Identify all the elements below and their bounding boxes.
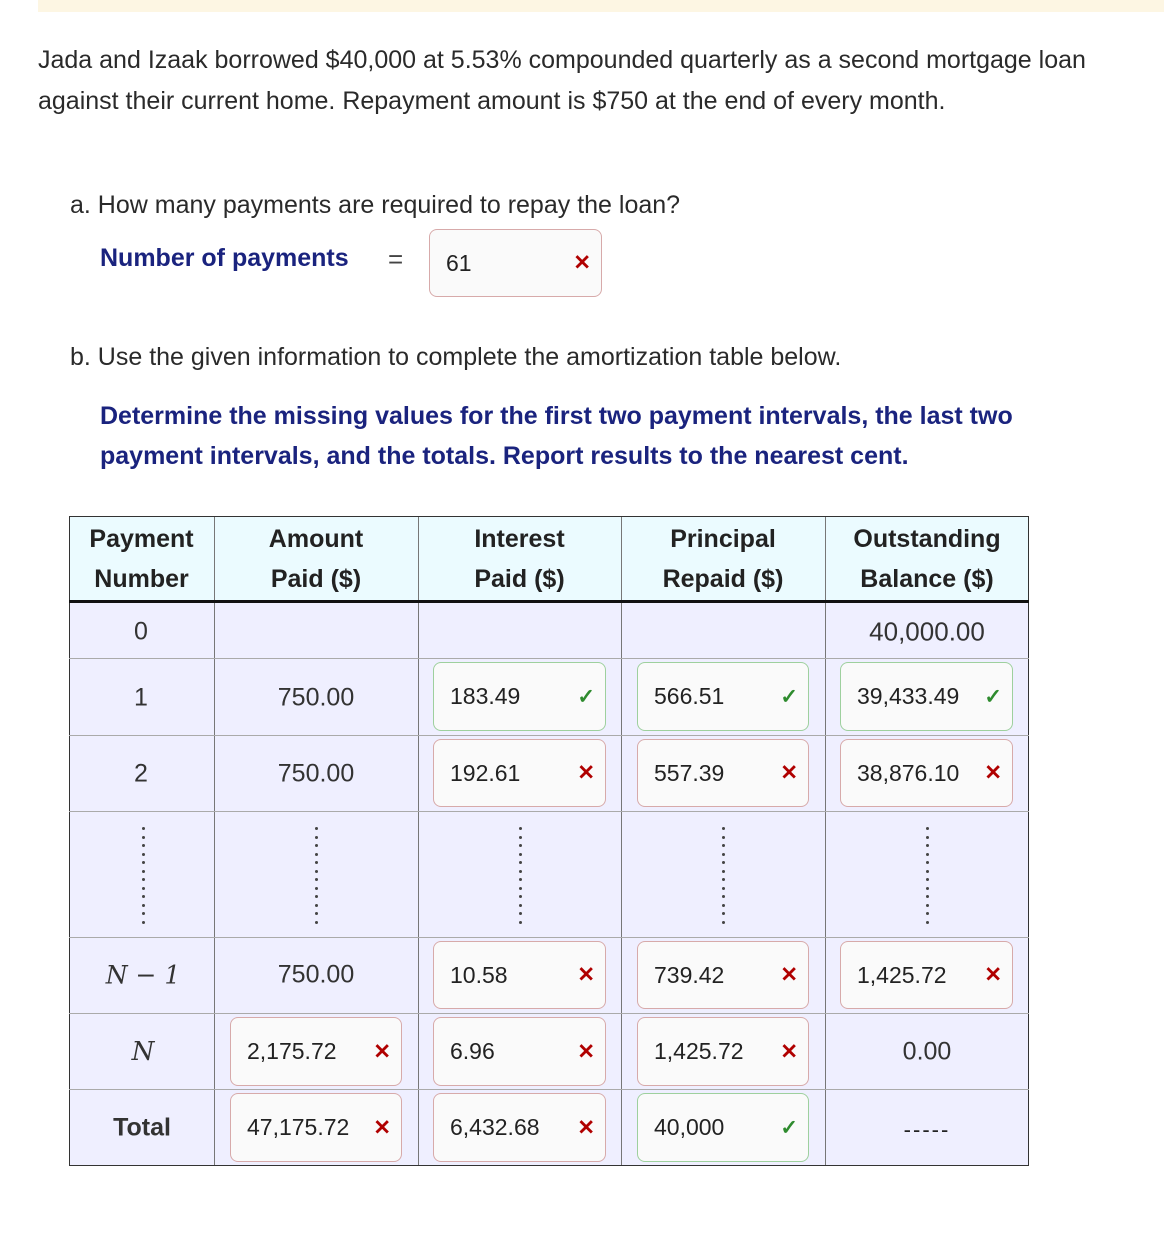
rowN-principal-input[interactable] (637, 1017, 809, 1086)
rowN1-interest-input[interactable] (433, 941, 606, 1009)
row1-number: 1 (134, 683, 148, 712)
rowN-balance: 0.00 (902, 1037, 952, 1066)
total-principal-input[interactable] (637, 1093, 809, 1162)
header-amount-paid (214, 516, 418, 602)
rowN1-balance-input[interactable] (840, 941, 1013, 1009)
x-icon: ✕ (577, 1116, 595, 1139)
check-icon: ✓ (984, 685, 1002, 708)
grid-line (69, 516, 1029, 517)
row2-number: 2 (134, 759, 148, 788)
row1-principal-input[interactable] (637, 662, 809, 731)
x-icon: ✕ (780, 761, 798, 785)
grid-line (621, 516, 622, 1166)
header-outstanding-balance (825, 516, 1029, 602)
vertical-ellipsis-icon (721, 827, 725, 929)
header-text: Payment (89, 525, 194, 553)
row2-principal-value: 557.39 (654, 759, 725, 786)
row1-interest-input[interactable] (433, 662, 606, 731)
number-of-payments-value: 61 (446, 249, 472, 276)
row1-balance-value: 39,433.49 (857, 683, 960, 709)
row1-amount: 750.00 (277, 683, 355, 712)
x-icon: ✕ (373, 1116, 391, 1139)
grid-line (214, 516, 215, 1166)
row2-balance-value: 38,876.10 (857, 759, 960, 786)
grid-line (69, 1013, 1029, 1014)
grid-line (69, 937, 1029, 938)
row2-principal-input[interactable] (637, 739, 809, 807)
header-text: Interest (474, 525, 565, 553)
row1-principal-value: 566.51 (654, 683, 725, 709)
header-text: Number (94, 565, 189, 593)
row0-number: 0 (134, 617, 148, 646)
grid-line (69, 1089, 1029, 1090)
total-balance-dashes: ----- (903, 1117, 951, 1142)
total-amount-value: 47,175.72 (247, 1114, 350, 1140)
total-amount-input[interactable] (230, 1093, 402, 1162)
grid-line (1028, 516, 1029, 1166)
header-interest-paid (418, 516, 621, 602)
rowN1-number: N − 1 (105, 960, 181, 990)
header-text: Balance ($) (860, 565, 994, 593)
grid-line (69, 516, 70, 1166)
rowN1-principal-input[interactable] (637, 941, 809, 1009)
total-interest-input[interactable] (433, 1093, 606, 1162)
grid-line (418, 516, 419, 1166)
row0-balance: 40,000.00 (869, 616, 985, 647)
check-icon: ✓ (577, 685, 595, 708)
part-a-question: a. How many payments are required to repay the loan? (70, 191, 681, 219)
header-divider (69, 600, 1029, 603)
total-interest-value: 6,432.68 (450, 1114, 540, 1140)
x-icon: ✕ (577, 1040, 595, 1063)
equals-sign: = (388, 244, 404, 274)
x-icon: ✕ (780, 1040, 798, 1063)
row2-balance-input[interactable] (840, 739, 1013, 807)
row1-interest-value: 183.49 (450, 683, 521, 709)
x-icon: ✕ (577, 963, 595, 987)
check-icon: ✓ (780, 685, 798, 708)
number-of-payments-input[interactable] (429, 229, 602, 297)
rowN1-interest-value: 10.58 (450, 961, 508, 988)
row1-balance-input[interactable] (840, 662, 1013, 731)
rowN-interest-value: 6.96 (450, 1038, 495, 1064)
header-text: Outstanding (853, 525, 1001, 553)
rowN-principal-value: 1,425.72 (654, 1038, 744, 1064)
x-icon: ✕ (573, 251, 591, 275)
header-principal-repaid (621, 516, 825, 602)
rowN1-principal-value: 739.42 (654, 961, 725, 988)
x-icon: ✕ (984, 761, 1002, 785)
rowN-amount-value: 2,175.72 (247, 1038, 337, 1064)
row2-amount: 750.00 (277, 759, 355, 788)
rowN-number: N (131, 1037, 155, 1067)
grid-line (69, 735, 1029, 736)
rowN-interest-input[interactable] (433, 1017, 606, 1086)
vertical-ellipsis-icon (141, 827, 145, 929)
x-icon: ✕ (780, 963, 798, 987)
check-icon: ✓ (780, 1116, 798, 1139)
rowN1-balance-value: 1,425.72 (857, 961, 947, 988)
rowN-amount-input[interactable] (230, 1017, 402, 1086)
total-label: Total (113, 1113, 171, 1142)
vertical-ellipsis-icon (518, 827, 522, 929)
header-payment-number (69, 516, 214, 602)
header-text: Repaid ($) (662, 565, 784, 593)
part-b-question: b. Use the given information to complete the amortization table below. (70, 343, 842, 371)
header-text: Paid ($) (474, 565, 565, 593)
vertical-ellipsis-icon (925, 827, 929, 929)
row2-interest-value: 192.61 (450, 759, 521, 786)
vertical-ellipsis-icon (314, 827, 318, 929)
amortization-table (69, 516, 1029, 1166)
header-text: Principal (670, 525, 776, 553)
total-principal-value: 40,000 (654, 1114, 725, 1140)
grid-line (69, 1165, 1029, 1166)
x-icon: ✕ (373, 1040, 391, 1063)
rowN1-amount: 750.00 (277, 960, 355, 989)
grid-line (69, 658, 1029, 659)
problem-statement: Jada and Izaak borrowed $40,000 at 5.53% compounded quarterly as a second mortgage loan against their current home. Repayment amount is $750 at the end of every month. (38, 46, 1086, 115)
grid-line (69, 811, 1029, 812)
grid-line (825, 516, 826, 1166)
number-of-payments-label: Number of payments (100, 244, 349, 272)
x-icon: ✕ (577, 761, 595, 785)
row2-interest-input[interactable] (433, 739, 606, 807)
header-text: Paid ($) (270, 565, 362, 593)
x-icon: ✕ (984, 963, 1002, 987)
part-b-instruction: Determine the missing values for the first two payment intervals, the last two payment intervals, and the totals. Report results to the nearest cent. (100, 402, 1013, 470)
header-text: Amount (268, 525, 364, 553)
top-banner (38, 0, 1164, 12)
